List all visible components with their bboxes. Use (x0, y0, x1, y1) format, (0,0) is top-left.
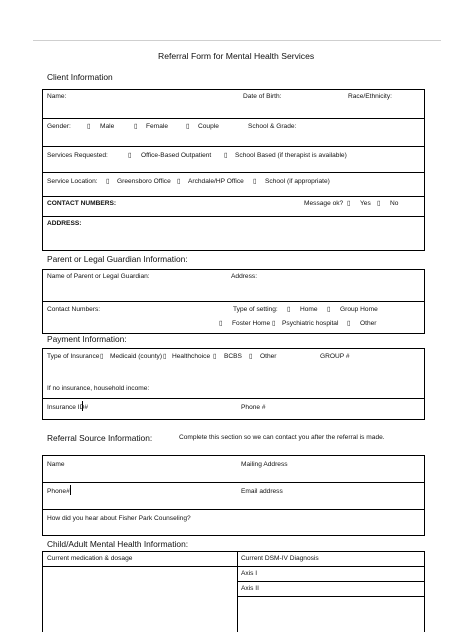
row-divider (42, 398, 425, 399)
home-label: Home (300, 306, 318, 313)
client-race-label: Race/Ethnicity: (348, 93, 392, 100)
archdale-checkbox[interactable]: ▯ (177, 178, 181, 185)
guardian-address-label: Address: (231, 273, 258, 280)
office-based-checkbox[interactable]: ▯ (128, 152, 132, 159)
column-divider (237, 551, 238, 632)
bcbs-label: BCBS (224, 353, 242, 360)
guardian-section-heading: Parent or Legal Guardian Information: (47, 254, 188, 264)
foster-home-label: Foster Home (232, 320, 271, 327)
message-ok-label: Message ok? (304, 200, 344, 207)
female-label: Female (146, 123, 168, 130)
service-location-label: Service Location: (47, 178, 98, 185)
group-number-label: GROUP # (320, 353, 350, 360)
payment-section-heading: Payment Information: (47, 334, 127, 344)
message-no-label: No (390, 200, 399, 207)
gender-label: Gender: (47, 123, 71, 130)
payment-phone-label: Phone # (241, 404, 266, 411)
referral-email-label: Email address (241, 488, 283, 495)
row-divider (42, 172, 425, 173)
other-setting-checkbox[interactable]: ▯ (347, 320, 351, 327)
mental-health-section-heading: Child/Adult Mental Health Information: (47, 539, 189, 549)
top-rule (33, 40, 441, 41)
female-checkbox[interactable]: ▯ (134, 123, 138, 130)
referral-note: Complete this section so we can contact you after the referral is made. (179, 434, 385, 441)
row-divider (42, 301, 425, 302)
how-heard-label: How did you hear about Fisher Park Counseling? (47, 515, 191, 522)
mental-health-box (42, 551, 425, 632)
medicaid-checkbox[interactable]: ▯ (100, 353, 104, 360)
dsm-diagnosis-label: Current DSM-IV Diagnosis (241, 555, 319, 562)
home-checkbox[interactable]: ▯ (287, 306, 291, 313)
axis-one-label: Axis I (241, 570, 258, 577)
guardian-contact-label: Contact Numbers: (47, 306, 101, 313)
school-grade-label: School & Grade: (248, 123, 297, 130)
row-divider (42, 566, 425, 567)
referral-name-label: Name (47, 461, 65, 468)
school-location-label: School (if appropriate) (265, 178, 330, 185)
row-divider (42, 118, 425, 119)
services-requested-label: Services Requested: (47, 152, 108, 159)
couple-label: Couple (198, 123, 219, 130)
archdale-label: Archdale/HP Office (188, 178, 244, 185)
office-based-label: Office-Based Outpatient (141, 152, 212, 159)
row-divider (237, 581, 425, 582)
client-address-label: ADDRESS: (47, 220, 82, 227)
other-insurance-checkbox[interactable]: ▯ (249, 353, 253, 360)
insurance-id-cursor (82, 401, 83, 411)
row-divider (42, 216, 425, 217)
message-yes-checkbox[interactable]: ▯ (347, 200, 351, 207)
male-checkbox[interactable]: ▯ (87, 123, 91, 130)
healthchoice-checkbox[interactable]: ▯ (163, 353, 167, 360)
psych-hospital-checkbox[interactable]: ▯ (272, 320, 276, 327)
type-setting-label: Type of setting: (233, 306, 278, 313)
axis-two-label: Axis II (241, 585, 259, 592)
message-yes-label: Yes (360, 200, 371, 207)
medicaid-label: Medicaid (county) (110, 353, 163, 360)
couple-checkbox[interactable]: ▯ (186, 123, 190, 130)
group-home-label: Group Home (340, 306, 378, 313)
client-section-heading: Client Information (47, 72, 113, 82)
school-based-label: School Based (if therapist is available) (235, 152, 347, 159)
other-setting-label: Other (360, 320, 377, 327)
row-divider (42, 509, 425, 510)
no-insurance-label: If no insurance, household income: (47, 385, 150, 392)
school-based-checkbox[interactable]: ▯ (224, 152, 228, 159)
guardian-name-label: Name of Parent or Legal Guardian: (47, 273, 150, 280)
row-divider (237, 596, 425, 597)
group-home-checkbox[interactable]: ▯ (327, 306, 331, 313)
row-divider (42, 196, 425, 197)
insurance-id-label: Insurance ID# (47, 404, 89, 411)
referral-info-box (42, 455, 425, 536)
client-dob-label: Date of Birth: (243, 93, 282, 100)
foster-home-checkbox[interactable]: ▯ (219, 320, 223, 327)
row-divider (42, 146, 425, 147)
row-divider (42, 482, 425, 483)
greensboro-checkbox[interactable]: ▯ (106, 178, 110, 185)
psych-hospital-label: Psychiatric hospital (282, 320, 339, 327)
current-medication-label: Current medication & dosage (47, 555, 133, 562)
message-no-checkbox[interactable]: ▯ (377, 200, 381, 207)
client-info-box (42, 89, 425, 251)
healthchoice-label: Healthchoice (172, 353, 211, 360)
referral-phone-cursor (70, 485, 71, 495)
other-insurance-label: Other (260, 353, 277, 360)
insurance-type-label: Type of Insurance (47, 353, 100, 360)
referral-section-heading: Referral Source Information: (47, 433, 153, 443)
contact-numbers-label: CONTACT NUMBERS: (47, 200, 117, 207)
client-name-label: Name: (47, 93, 67, 100)
bcbs-checkbox[interactable]: ▯ (213, 353, 217, 360)
referral-mailing-label: Mailing Address (241, 461, 288, 468)
school-location-checkbox[interactable]: ▯ (253, 178, 257, 185)
form-title: Referral Form for Mental Health Services (158, 51, 315, 61)
male-label: Male (100, 123, 115, 130)
referral-phone-label: Phone# (47, 488, 70, 495)
greensboro-label: Greensboro Office (117, 178, 171, 185)
